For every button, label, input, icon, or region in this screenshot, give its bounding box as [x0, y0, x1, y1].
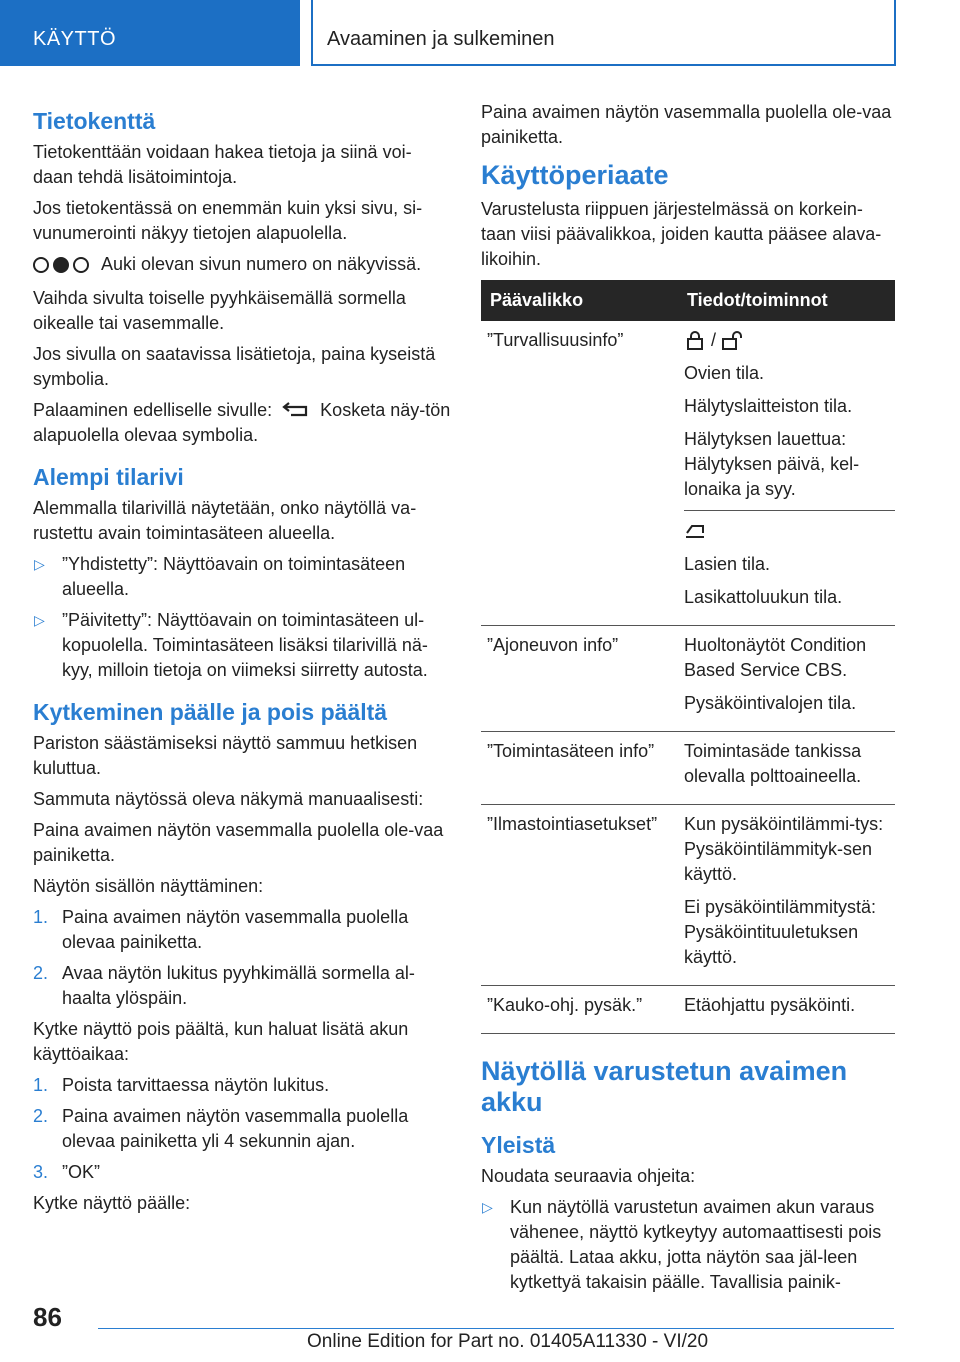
paragraph: Jos sivulla on saatavissa lisätietoja, paina kyseistä symbolia. — [33, 344, 436, 389]
list-item-text: ”Päivitetty”: Näyttöavain on toimintasäteen ul-kopuolella. Toimintasäteen lisäksi tilarivillä nä-kyy, milloin tietoja on viimeksi siirretty autosta. — [62, 610, 428, 680]
left-column — [33, 100, 451, 1222]
step-text: Paina avaimen näytön vasemmalla puolella olevaa painiketta yli 4 sekunnin ajan. — [62, 1106, 409, 1151]
paragraph: Näytön sisällön näyttäminen: — [33, 876, 264, 896]
icon-line — [684, 328, 895, 353]
paragraph-back — [33, 398, 451, 448]
list-item-text: Kun näytöllä varustetun avaimen akun varaus vähenee, näyttö kytkeytyy automaattisesti pois päältä. Lataa akku, jotta näytön saa jäl-leen kytkettyä takaisin päälle. Tavallisia painik- — [510, 1197, 882, 1292]
step-text: Avaa näytön lukitus pyyhkimällä sormella al-haalta ylöspäin. — [62, 963, 415, 1008]
cell-line: Hälytyslaitteiston tila. — [684, 396, 853, 416]
step-item — [33, 1104, 451, 1154]
paragraph: Tietokenttään voidaan hakea tietoja ja siinä voi-daan tehdä lisätoimintoja. — [33, 142, 412, 187]
page-dot-empty-icon — [33, 257, 49, 273]
bullet-triangle-icon: ▷ — [482, 1199, 493, 1215]
step-item — [33, 961, 451, 1011]
sub-row-divider — [684, 510, 895, 610]
step-text: Poista tarvittaessa näytön lukitus. — [62, 1075, 330, 1095]
cell-line: Toimintasäde tankissa olevalla polttoaineella. — [684, 741, 862, 786]
table-header-cell: Tiedot/toiminnot — [678, 280, 895, 321]
cell-line: Etäohjattu pysäköinti. — [684, 995, 856, 1015]
cell-line: Lasikattoluukun tila. — [684, 587, 843, 607]
icon-line — [684, 519, 895, 544]
paragraph: Alemmalla tilarivillä näytetään, onko näytöllä va-rustettu avain toimintasäteen alueella. — [33, 498, 417, 543]
section-tab — [0, 0, 300, 66]
table-header-cell: Päävalikko — [481, 280, 678, 321]
paragraph-page-dots — [33, 252, 451, 280]
heading-kytkeminen: Kytkeminen päälle ja pois päältä — [33, 699, 388, 725]
paragraph: Vaihda sivulta toiselle pyyhkäisemällä sormella oikealle tai vasemmalle. — [33, 288, 406, 333]
paragraph: Kytke näyttö pois päältä, kun haluat lisätä akun käyttöaikaa: — [33, 1019, 409, 1064]
paragraph: Sammuta näytössä oleva näkymä manuaalisesti: — [33, 789, 424, 809]
step-text: Paina avaimen näytön vasemmalla puolella olevaa painiketta. — [62, 907, 409, 952]
cell-line: Pysäköintivalojen tila. — [684, 693, 857, 713]
heading-avaimen-akku: Näytöllä varustetun avaimen akku — [481, 1056, 848, 1117]
paragraph-text: Auki olevan sivun numero on näkyvissä. — [101, 254, 422, 274]
step-item — [33, 905, 451, 955]
heading-kayttoperiaate: Käyttöperiaate — [481, 160, 669, 190]
cell-line: Kun pysäköintilämmi-tys: Pysäköintilämmityk-sen käyttö. — [684, 814, 884, 884]
chapter-title: Avaaminen ja sulkeminen — [327, 28, 555, 50]
heading-yleista: Yleistä — [481, 1132, 556, 1158]
heading-tietokentta: Tietokenttä — [33, 108, 156, 134]
page-dot-empty-icon — [73, 257, 89, 273]
step-number: 1. — [33, 1075, 49, 1095]
paragraph: Noudata seuraavia ohjeita: — [481, 1166, 696, 1186]
list-item-text: ”Yhdistetty”: Näyttöavain on toimintasäteen alueella. — [62, 554, 406, 599]
edition-text: Online Edition for Part no. 01405A11330 - VI/20 — [307, 1331, 709, 1352]
table-cell — [678, 321, 895, 626]
table-cell — [678, 732, 895, 805]
paragraph: Kytke näyttö päälle: — [33, 1193, 191, 1213]
table-cell — [678, 805, 895, 986]
table-row — [481, 986, 895, 1034]
table-row — [481, 732, 895, 805]
paragraph-text: Palaaminen edelliselle sivulle: — [33, 400, 273, 420]
table-cell: ”Kauko-ohj. pysäk.” — [481, 986, 678, 1034]
step-item — [33, 1160, 451, 1185]
table-cell — [678, 986, 895, 1034]
page-indicator-icon — [33, 255, 93, 280]
table-row — [481, 626, 895, 732]
separator-slash: / — [711, 330, 717, 350]
cell-line: Ei pysäköintilämmitystä: Pysäköintituuletuksen käyttö. — [684, 897, 877, 967]
step-number: 3. — [33, 1162, 49, 1182]
bullet-triangle-icon: ▷ — [34, 612, 45, 628]
step-number: 2. — [33, 963, 49, 983]
cell-line: Huoltonäytöt Condition Based Service CBS. — [684, 635, 867, 680]
lock-closed-icon — [684, 330, 706, 350]
paragraph: Varustelusta riippuen järjestelmässä on korkein-taan viisi päävalikkoa, joiden kautta pääsee alava-likoihin. — [481, 199, 882, 269]
chapter-title-box — [311, 0, 896, 66]
section-label: KÄYTTÖ — [33, 28, 117, 50]
paragraph: Jos tietokentässä on enemmän kuin yksi sivu, si-vunumerointi näkyy tietojen alapuolella. — [33, 198, 423, 243]
back-arrow-icon — [281, 401, 311, 419]
footer-divider — [98, 1328, 894, 1329]
table-cell — [678, 626, 895, 732]
table-cell: ”Turvallisuusinfo” — [481, 321, 678, 626]
paragraph: Paina avaimen näytön vasemmalla puolella ole-vaa painiketta. — [481, 102, 892, 147]
page-number: 86 — [33, 1302, 62, 1332]
cell-line: Hälytyksen lauettua: Hälytyksen päivä, kel-lonaika ja syy. — [684, 429, 860, 499]
table-row — [481, 321, 895, 626]
list-item — [33, 608, 451, 683]
paragraph: Paina avaimen näytön vasemmalla puolella ole-vaa painiketta. — [33, 820, 444, 865]
table-cell: ”Toimintasäteen info” — [481, 732, 678, 805]
right-column — [481, 100, 895, 1301]
bullet-triangle-icon: ▷ — [34, 556, 45, 572]
table-cell: ”Ilmastointiasetukset” — [481, 805, 678, 986]
list-item — [33, 552, 451, 602]
lock-open-icon — [721, 330, 743, 350]
cell-line: Lasien tila. — [684, 554, 771, 574]
main-menu-table — [481, 280, 895, 1034]
window-icon — [684, 521, 706, 541]
step-number: 1. — [33, 907, 49, 927]
step-item — [33, 1073, 451, 1098]
heading-alempi-tilarivi: Alempi tilarivi — [33, 464, 184, 490]
step-number: 2. — [33, 1106, 49, 1126]
table-header-row — [481, 280, 895, 321]
table-row — [481, 805, 895, 986]
table-cell: ”Ajoneuvon info” — [481, 626, 678, 732]
paragraph-text: Kosketa näy-tön alapuolella olevaa symbolia. — [33, 400, 451, 445]
step-text: ”OK” — [62, 1162, 100, 1182]
list-item — [481, 1195, 895, 1295]
cell-line: Ovien tila. — [684, 363, 765, 383]
page-dot-filled-icon — [53, 257, 69, 273]
paragraph: Pariston säästämiseksi näyttö sammuu hetkisen kuluttua. — [33, 733, 418, 778]
page-header — [0, 0, 960, 66]
